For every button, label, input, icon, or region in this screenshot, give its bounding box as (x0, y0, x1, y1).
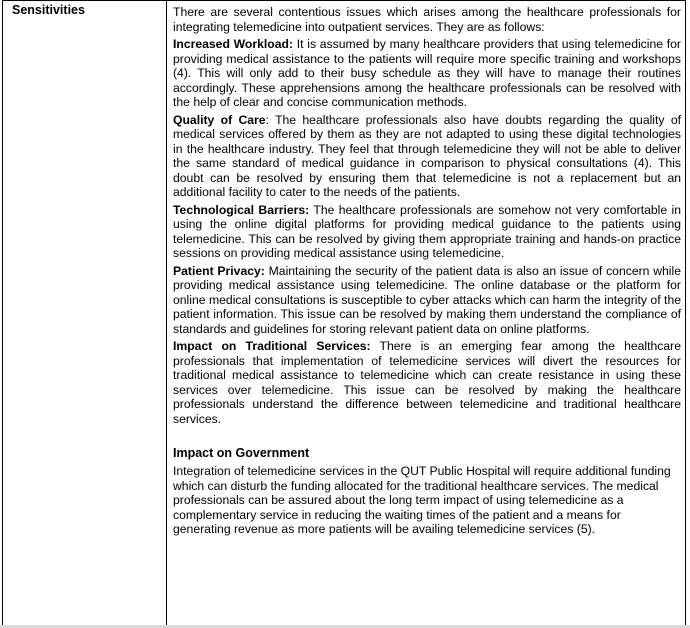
intro-paragraph: There are several contentious issues which arises among the healthcare professionals for integrating telemedicine into outpatient services. They are as follows: (173, 5, 681, 34)
issue-increased-workload (173, 37, 681, 110)
issue-quality-of-care (173, 113, 681, 200)
row-label: Sensitivities (12, 3, 85, 17)
government-section (173, 446, 681, 537)
issue-patient-privacy (173, 264, 681, 337)
content-cell (167, 1, 685, 628)
issue-title: Impact on Traditional Services: (173, 339, 371, 353)
row-label-cell (3, 1, 167, 628)
issue-technological-barriers (173, 203, 681, 261)
government-heading: Impact on Government (173, 446, 310, 460)
issue-title: Increased Workload: (173, 37, 294, 51)
issue-impact-traditional-services (173, 339, 681, 426)
spacer (173, 429, 681, 446)
sensitivities-table (2, 0, 686, 628)
issue-title: Technological Barriers: (173, 202, 310, 217)
issue-text: It is assumed by many healthcare providers that using telemedicine for providing medical assistance to the patients will require more specific training and workshops (4). This will only add to their busy schedule as they will have to manage their routines accordingly. These apprehensions among the healthcare professionals can be resolved with the help of clear and concise communication methods. (173, 37, 681, 109)
issue-title: Quality of Care (173, 112, 266, 127)
issue-text: The healthcare professionals are somehow not very comfortable in using the online digital platforms for providing medical guidance to the patients using telemedicine. This can be resolved by giving them appropriate training and hands-on practice sessions on providing medical assistance using telemedicine. (173, 202, 681, 260)
government-paragraph[interactable]: Integration of telemedicine services in the QUT Public Hospital will require additional funding which can disturb the funding allocated for the traditional healthcare services. The medical professionals can be assured about the long term impact of using telemedicine as a complementary service in reducing the waiting times of the patient and a means for generating revenue as more patients will be availing telemedicine services (5). (173, 464, 671, 536)
issue-text: Maintaining the security of the patient data is also an issue of concern while providing medical assistance using telemedicine. The online database or the platform for online medical consultations is susceptible to cyber attacks which can harm the integrity of the patient information. This issue can be resolved by making them understand the compliance of standards and guidelines for storing relevant patient data on online platforms. (173, 263, 681, 336)
issue-text: : The healthcare professionals also have doubts regarding the quality of medical services offered by them as they are not adapted to using these digital technologies in the healthcare industry. They feel that through telemedicine they will not be able to deliver the same standard of medical guidance in comparison to physical consultations (4). This doubt can be resolved by ensuring them that telemedicine is not a replacement but an additional facility to cater to the needs of the patients. (173, 112, 681, 199)
issue-text: There is an emerging fear among the healthcare professionals that implementation of telemedicine services will divert the resources for traditional medical assistance to telemedicine which can create resistance in using these services over telemedicine. This issue can be resolved by making the healthcare professionals understand the difference between telemedicine and traditional healthcare services. (173, 339, 681, 426)
issue-title: Patient Privacy: (173, 263, 265, 278)
